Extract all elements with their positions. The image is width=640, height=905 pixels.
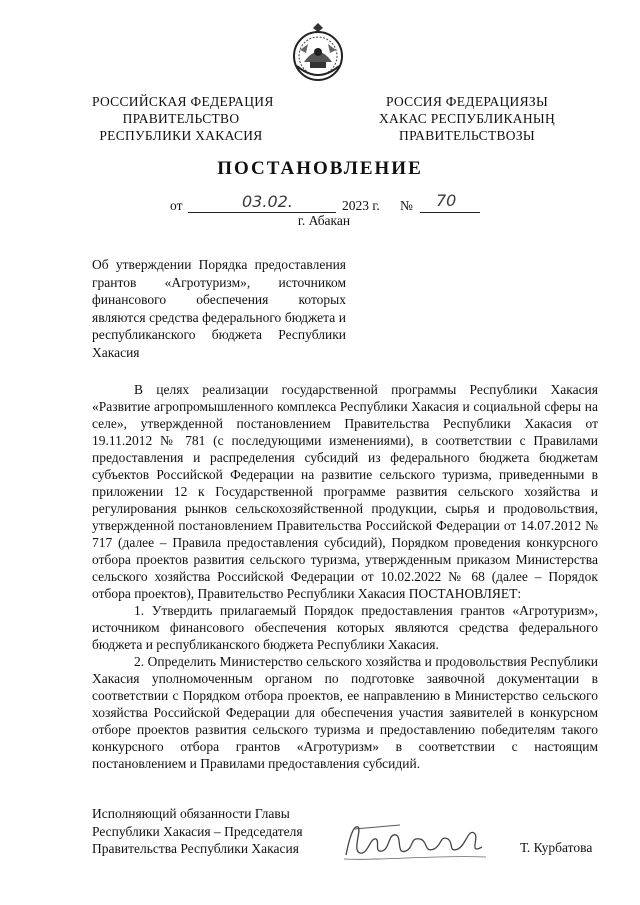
coat-of-arms-icon — [288, 20, 348, 84]
document-type-title: ПОСТАНОВЛЕНИЕ — [217, 158, 423, 179]
subject-text: Об утверждении Порядка предоставления грантов «Агротуризм», источником финансового обеспечения которых являются средства федерального бюджета и республиканского бюджета Республики Хакасия — [92, 257, 346, 360]
date-day-month: 03.02. — [242, 192, 293, 211]
body-paragraph: В целях реализации государственной программы Республики Хакасия «Развитие агропромышленного комплекса Республики Хакасия и социальной сферы на селе», утвержденной постановлением Правительства Республики Хакасия от 19.11.2012 № 781 (с последующими изменениями), в соответствии с Правилами предоставления и распределения субсидий из федерального бюджета бюджетам субъектов Российской Федерации на развитие сельского туризма, приведенными в приложении 12 к Государственной программе развития сельского хозяйства и регулирования рынков сельскохозяйственной продукции, сырья и продовольствия, утвержденной постановлением Правительства Российской Федерации от 14.07.2012 № 717 (далее – Правила предоставления субсидий), Порядком проведения конкурсного отбора проектов развития сельского туризма, утвержденным приказом Министерства сельского хозяйства Российской Федерации от 10.02.2022 № 68 (далее – Порядок отбора проектов), Правительство Республики Хакасия ПОСТАНОВЛЯЕТ: — [92, 382, 598, 601]
number-sign: № — [400, 198, 413, 213]
signatory-name: Т. Курбатова — [520, 840, 593, 855]
header-right-line: ХАКАС РЕСПУБЛИКАНЫҢ — [378, 111, 556, 126]
header-right-line: РОССИЯ ФЕДЕРАЦИЯЗЫ — [385, 94, 549, 109]
header-left-line: РЕСПУБЛИКИ ХАКАСИЯ — [99, 128, 263, 143]
date-row — [170, 193, 490, 215]
signatory-title — [92, 805, 303, 858]
document-subject — [92, 256, 346, 361]
document-number: 70 — [436, 191, 457, 210]
document-body — [92, 381, 598, 772]
date-year: 2023 г. — [342, 198, 380, 213]
body-paragraph: 2. Определить Министерство сельского хозяйства и продовольствия Республики Хакасия уполномоченным органом по подготовке заявочной документации в соответствии с Порядком отбора проектов, ее направлению в Министерство сельского хозяйства Российской Федерации для обеспечения участия заявителей в конкурсном отборе проектов развития сельского туризма и предоставлению победителям такого конкурсного отбора грантов «Агротуризм» в соответствии с настоящим постановлением и Правилами предоставления субсидий. — [92, 654, 598, 771]
body-paragraph: 1. Утвердить прилагаемый Порядок предоставления грантов «Агротуризм», источником финансового обеспечения которых являются средства федерального бюджета и республиканского бюджета Республики Хакасия. — [92, 603, 598, 652]
date-from-label: от — [170, 198, 183, 213]
city: г. Абакан — [297, 213, 351, 228]
header-right-line: ПРАВИТЕЛЬСТВОЗЫ — [399, 128, 535, 143]
signatory-title-line: Исполняющий обязанности Главы — [92, 806, 290, 821]
header-left-line: РОССИЙСКАЯ ФЕДЕРАЦИЯ — [92, 94, 274, 109]
handwritten-signature — [340, 815, 490, 865]
header-right — [372, 93, 562, 144]
signatory-title-line: Правительства Республики Хакасия — [92, 841, 299, 856]
header-left-line: ПРАВИТЕЛЬСТВО — [122, 111, 240, 126]
signatory-title-line: Республики Хакасия – Председателя — [92, 823, 303, 839]
header-left — [92, 93, 274, 144]
